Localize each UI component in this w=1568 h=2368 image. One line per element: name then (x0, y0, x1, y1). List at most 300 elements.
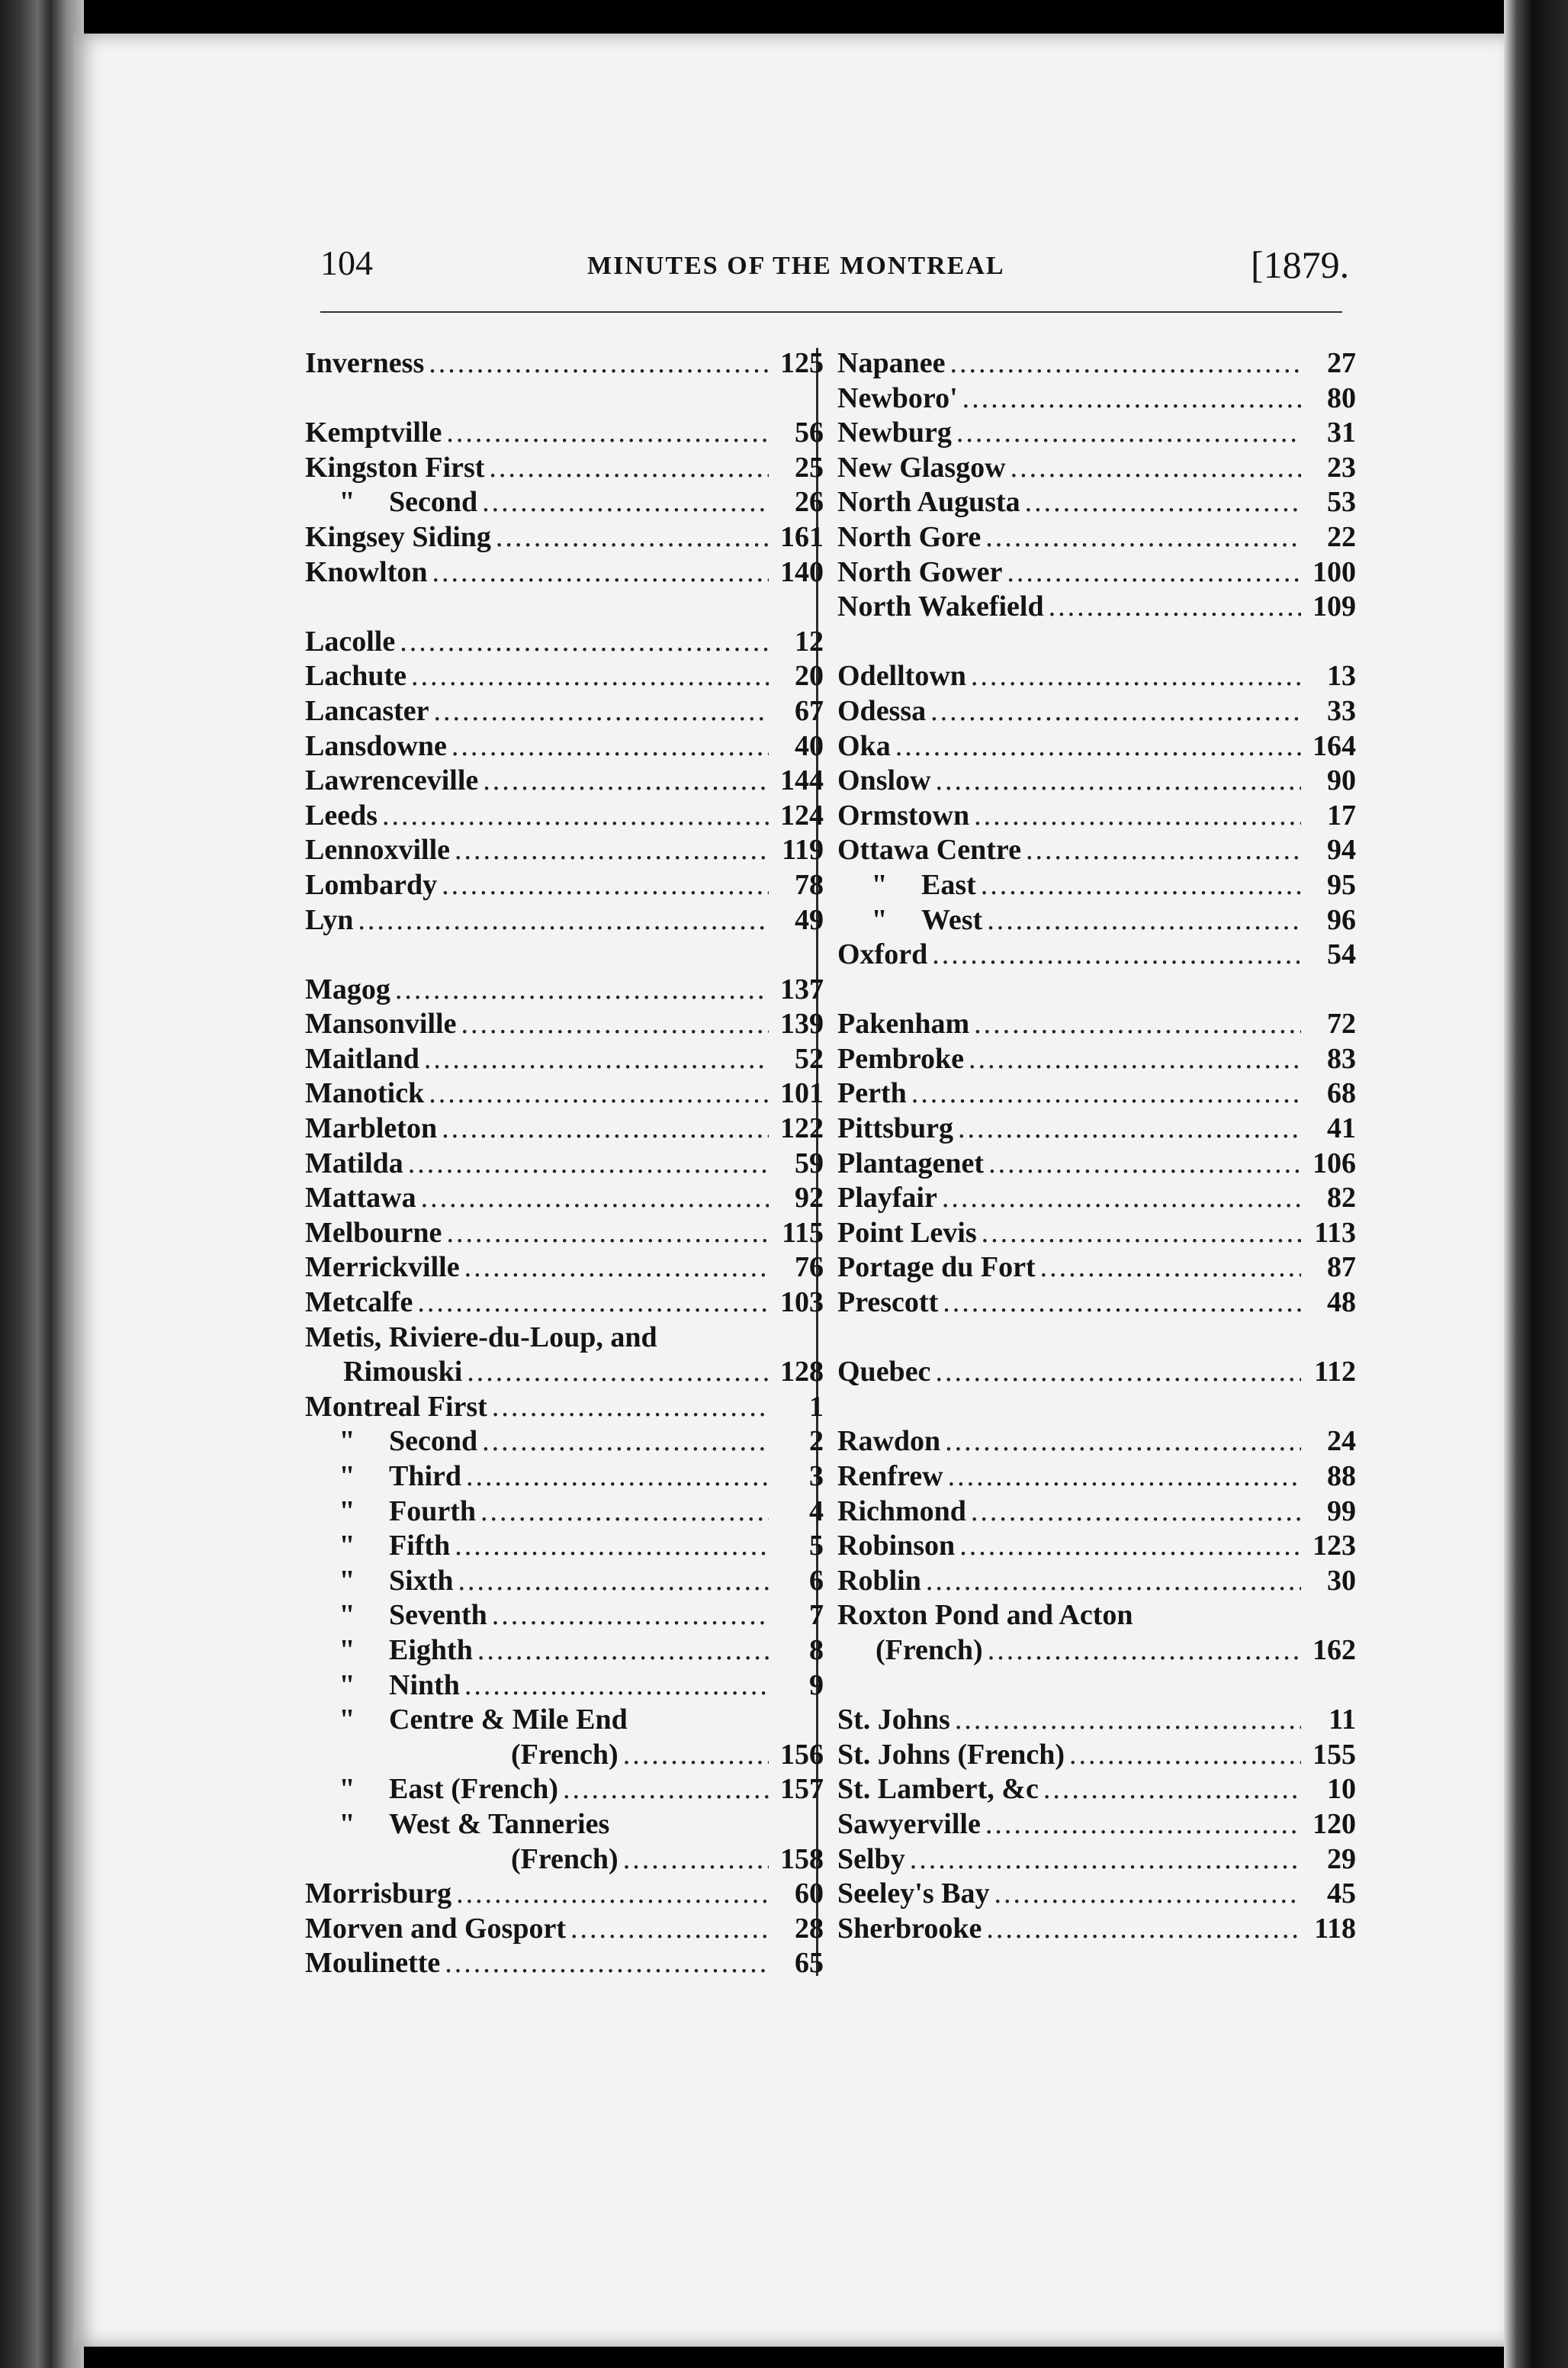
entry-name: Maitland (305, 1042, 419, 1075)
dot-leader (461, 1007, 769, 1042)
entry-name: Lawrenceville (305, 764, 479, 797)
dot-leader (935, 1355, 1301, 1390)
entry-number: 125 (780, 347, 824, 379)
dot-leader (895, 729, 1301, 764)
entry-number: 124 (780, 799, 824, 832)
index-entry (837, 1703, 1356, 1738)
entry-number: 25 (795, 451, 824, 484)
entry-number: 161 (780, 520, 824, 553)
entry-number: 4 (809, 1494, 824, 1527)
index-entry (305, 451, 824, 486)
entry-name: Ottawa Centre (837, 834, 1021, 867)
entry-name: Morven and Gosport (305, 1912, 566, 1945)
entry-name: Lombardy (305, 868, 438, 901)
entry-name: (French) (511, 1842, 619, 1875)
index-entry (305, 1633, 824, 1668)
index-entry (837, 1181, 1356, 1216)
dot-leader (1049, 590, 1301, 625)
entry-number: 106 (1313, 1147, 1356, 1179)
entry-number: 45 (1327, 1877, 1356, 1910)
entry-number: 123 (1313, 1530, 1356, 1562)
entry-number: 68 (1327, 1077, 1356, 1110)
entry-number: 29 (1327, 1842, 1356, 1875)
entry-name: Rimouski (343, 1356, 463, 1388)
section-gap (837, 973, 1356, 1008)
entry-number: 23 (1327, 451, 1356, 484)
entry-name: Fifth (389, 1530, 451, 1562)
index-entry (305, 1877, 824, 1912)
entry-number: 83 (1327, 1042, 1356, 1075)
section-gap (837, 1390, 1356, 1425)
ditto-mark: " (339, 1599, 355, 1632)
dot-leader (985, 520, 1301, 555)
index-entry (837, 659, 1356, 694)
entry-name: Second (389, 1425, 478, 1458)
header-rule (320, 311, 1342, 313)
entry-name: Moulinette (305, 1947, 441, 1980)
entry-name: Mansonville (305, 1008, 457, 1041)
section-gap (837, 625, 1356, 660)
entry-number: 90 (1327, 764, 1356, 797)
index-entry (305, 1772, 824, 1807)
entry-name: Knowlton (305, 555, 428, 588)
dot-leader (982, 1216, 1301, 1251)
entry-name: Sixth (389, 1564, 454, 1597)
entry-number: 115 (782, 1216, 824, 1249)
index-entry (305, 1112, 824, 1147)
entry-number: 40 (795, 729, 824, 762)
entry-number: 76 (795, 1251, 824, 1284)
entry-name: Magog (305, 973, 390, 1005)
dot-leader (464, 1668, 769, 1704)
dot-leader (421, 1181, 769, 1216)
entry-name: North Wakefield (837, 590, 1044, 623)
entry-number: 118 (1314, 1912, 1356, 1945)
entry-number: 92 (795, 1182, 824, 1215)
entry-number: 112 (1314, 1356, 1356, 1388)
dot-leader (1040, 1250, 1301, 1285)
index-entry (305, 1738, 824, 1773)
index-entry (837, 729, 1356, 764)
entry-name: Ninth (389, 1668, 460, 1701)
ditto-mark: " (339, 1564, 355, 1597)
index-entry (837, 1772, 1356, 1807)
index-entry (305, 694, 824, 729)
index-entry (305, 1355, 824, 1390)
entry-name: Montreal First (305, 1390, 487, 1423)
dot-leader (570, 1912, 769, 1947)
entry-number: 31 (1327, 417, 1356, 449)
index-entry (837, 451, 1356, 486)
dot-leader (985, 1807, 1301, 1842)
entry-name: Ormstown (837, 799, 970, 832)
index-entry (305, 520, 824, 555)
entry-number: 11 (1329, 1704, 1356, 1736)
entry-number: 1 (809, 1390, 824, 1423)
entry-number: 12 (795, 625, 824, 658)
ditto-mark: " (871, 868, 888, 901)
entry-number: 67 (795, 694, 824, 727)
entry-number: 87 (1327, 1251, 1356, 1284)
entry-name: Napanee (837, 347, 946, 379)
index-entry (837, 1216, 1356, 1251)
ditto-mark: " (339, 486, 355, 519)
entry-name: Portage du Fort (837, 1251, 1036, 1284)
index-entry (837, 1529, 1356, 1564)
entry-number: 22 (1327, 520, 1356, 553)
ditto-mark: " (339, 1494, 355, 1527)
dot-leader (926, 1564, 1301, 1599)
dot-leader (358, 903, 769, 938)
dot-leader (1025, 485, 1301, 520)
dot-leader (480, 1494, 769, 1530)
index-entry (837, 1112, 1356, 1147)
index-entry (305, 1668, 824, 1704)
index-entry (837, 381, 1356, 417)
index-entry (837, 694, 1356, 729)
entry-name: Third (389, 1460, 462, 1492)
ditto-mark: " (339, 1773, 355, 1806)
book-gutter-edge (0, 0, 84, 2368)
entry-number: 128 (780, 1356, 824, 1388)
ditto-mark: " (339, 1530, 355, 1562)
index-entry (837, 1042, 1356, 1077)
dot-leader (429, 1076, 769, 1112)
entry-name: Mattawa (305, 1182, 416, 1215)
entry-name: Newburg (837, 417, 952, 449)
dot-leader (1011, 451, 1301, 486)
entry-number: 33 (1327, 694, 1356, 727)
entry-number: 41 (1327, 1112, 1356, 1145)
ditto-mark: " (339, 1633, 355, 1666)
entry-name: Pittsburg (837, 1112, 953, 1145)
index-entry (305, 1007, 824, 1042)
entry-number: 158 (780, 1842, 824, 1875)
index-entry (837, 868, 1356, 903)
entry-number: 82 (1327, 1182, 1356, 1215)
dot-leader (400, 625, 769, 660)
entry-number: 24 (1327, 1425, 1356, 1458)
entry-name: Robinson (837, 1530, 956, 1562)
entry-name: St. Lambert, &c (837, 1773, 1039, 1806)
index-entry (837, 416, 1356, 451)
dot-leader (987, 903, 1301, 938)
entry-name: Centre & Mile End (389, 1704, 628, 1736)
entry-name: Point Levis (837, 1216, 977, 1249)
entry-name: Seeley's Bay (837, 1877, 990, 1910)
entry-number: 103 (780, 1286, 824, 1319)
index-entry (305, 1424, 824, 1459)
dot-leader (623, 1842, 769, 1877)
dot-leader (482, 485, 769, 520)
index-entry (305, 346, 824, 381)
index-entry (305, 1807, 824, 1842)
entry-number: 56 (795, 417, 824, 449)
entry-number: 94 (1327, 834, 1356, 867)
index-entry (305, 729, 824, 764)
dot-leader (935, 764, 1301, 799)
index-entry (305, 1494, 824, 1530)
dot-leader (456, 1877, 769, 1912)
dot-leader (1007, 555, 1301, 590)
entry-name: Pakenham (837, 1008, 970, 1041)
entry-name: Fourth (389, 1494, 476, 1527)
dot-leader (467, 1355, 769, 1390)
entry-name: Selby (837, 1842, 905, 1875)
index-entry (837, 1147, 1356, 1182)
entry-name: (French) (876, 1633, 983, 1666)
index-entry (837, 1842, 1356, 1877)
entry-number: 20 (795, 660, 824, 693)
dot-leader (932, 938, 1301, 973)
dot-leader (477, 1633, 769, 1668)
entry-number: 10 (1327, 1773, 1356, 1806)
dot-leader (943, 1285, 1301, 1321)
entry-name: Manotick (305, 1077, 425, 1110)
index-entry (837, 346, 1356, 381)
entry-name: Metcalfe (305, 1286, 413, 1319)
index-entry (305, 799, 824, 834)
ditto-mark: " (339, 1460, 355, 1492)
dot-leader (451, 729, 769, 764)
dot-leader (434, 694, 769, 729)
entry-number: 54 (1327, 938, 1356, 971)
dot-leader (962, 381, 1301, 417)
dot-leader (482, 1424, 769, 1459)
entry-number: 17 (1327, 799, 1356, 832)
entry-name: Kingston First (305, 451, 485, 484)
entry-name: Seventh (389, 1599, 487, 1632)
index-entry (837, 764, 1356, 799)
dot-leader (911, 1076, 1301, 1112)
index-entry (305, 1181, 824, 1216)
entry-number: 144 (780, 764, 824, 797)
dot-leader (955, 1703, 1301, 1738)
entry-number: 53 (1327, 486, 1356, 519)
dot-leader (958, 1112, 1301, 1147)
entry-name: North Gower (837, 555, 1003, 588)
index-entry (837, 485, 1356, 520)
running-head: MINUTES OF THE MONTREAL (587, 252, 1005, 280)
section-gap (305, 938, 824, 973)
dot-leader (458, 1564, 769, 1599)
dot-leader (442, 868, 769, 903)
index-entry (837, 1738, 1356, 1773)
entry-name: Kingsey Siding (305, 520, 491, 553)
index-entry (305, 1598, 824, 1633)
dot-leader (446, 416, 769, 451)
dot-leader (445, 1946, 769, 1981)
entry-number: 140 (780, 555, 824, 588)
index-entry (305, 1459, 824, 1494)
entry-name: West (921, 903, 983, 936)
dot-leader (1026, 833, 1301, 868)
index-entry (837, 833, 1356, 868)
entry-name: Lacolle (305, 625, 396, 658)
entry-name: Lancaster (305, 694, 429, 727)
index-column-left (305, 346, 824, 1981)
entry-name: Lennoxville (305, 834, 451, 867)
entry-name: East (French) (389, 1773, 558, 1806)
entry-number: 120 (1313, 1807, 1356, 1840)
index-entry (837, 1564, 1356, 1599)
dot-leader (395, 973, 769, 1008)
entry-number: 109 (1313, 590, 1356, 623)
index-entry (837, 1007, 1356, 1042)
dot-leader (974, 1007, 1301, 1042)
entry-name: New Glasgow (837, 451, 1006, 484)
index-entry (305, 1250, 824, 1285)
entry-number: 52 (795, 1042, 824, 1075)
dot-leader (492, 1390, 769, 1425)
entry-number: 59 (795, 1147, 824, 1179)
dot-leader (949, 346, 1301, 381)
entry-name: Merrickville (305, 1251, 460, 1284)
dot-leader (986, 1912, 1301, 1947)
dot-leader (489, 451, 769, 486)
entry-number: 155 (1313, 1738, 1356, 1771)
entry-name: St. Johns (837, 1704, 950, 1736)
index-entry (305, 555, 824, 590)
entry-number: 6 (809, 1564, 824, 1597)
dot-leader (563, 1772, 769, 1807)
entry-name: Perth (837, 1077, 907, 1110)
entry-name: St. Johns (French) (837, 1738, 1065, 1771)
ditto-mark: " (339, 1704, 355, 1736)
year-marker: [1879. (1251, 243, 1350, 286)
ditto-mark: " (339, 1807, 355, 1840)
index-entry (305, 1042, 824, 1077)
entry-number: 162 (1313, 1633, 1356, 1666)
index-entry (837, 1424, 1356, 1459)
entry-number: 139 (780, 1008, 824, 1041)
dot-leader (483, 764, 769, 799)
index-entry (305, 1842, 824, 1877)
dot-leader (382, 799, 769, 834)
index-entry (305, 1076, 824, 1112)
index-entry (837, 520, 1356, 555)
entry-name: Lyn (305, 903, 354, 936)
entry-name: North Gore (837, 520, 982, 553)
index-entry (305, 485, 824, 520)
dot-leader (981, 868, 1301, 903)
section-gap (305, 590, 824, 625)
entry-number: 9 (809, 1668, 824, 1701)
index-entry (305, 1703, 824, 1738)
dot-leader (496, 520, 769, 555)
entry-number: 95 (1327, 868, 1356, 901)
entry-name: East (921, 868, 976, 901)
index-entry (305, 1321, 824, 1356)
entry-number: 156 (780, 1738, 824, 1771)
entry-name: Second (389, 486, 478, 519)
entry-number: 49 (795, 903, 824, 936)
index-entry (305, 1147, 824, 1182)
dot-leader (446, 1216, 769, 1251)
index-entry (305, 416, 824, 451)
dot-leader (442, 1112, 769, 1147)
index-entry (837, 1076, 1356, 1112)
dot-leader (1043, 1772, 1301, 1807)
entry-number: 2 (809, 1425, 824, 1458)
entry-name: Lansdowne (305, 729, 447, 762)
entry-name: Sawyerville (837, 1807, 981, 1840)
entry-name: Playfair (837, 1182, 937, 1215)
dot-leader (910, 1842, 1301, 1877)
ditto-mark: " (871, 903, 888, 936)
entry-number: 27 (1327, 347, 1356, 379)
entry-number: 65 (795, 1947, 824, 1980)
entry-number: 8 (809, 1633, 824, 1666)
entry-number: 99 (1327, 1494, 1356, 1527)
index-entry (837, 1494, 1356, 1530)
index-entry (837, 1633, 1356, 1668)
index-entry (305, 764, 824, 799)
entry-name: (French) (511, 1738, 619, 1771)
index-entry (837, 590, 1356, 625)
entry-number: 137 (780, 973, 824, 1005)
section-gap (305, 381, 824, 417)
index-entry (305, 1216, 824, 1251)
entry-name: Inverness (305, 347, 425, 379)
index-entry (837, 1912, 1356, 1947)
dot-leader (429, 346, 769, 381)
dot-leader (969, 1042, 1301, 1077)
index-entry (305, 1912, 824, 1947)
entry-name: Roxton Pond and Acton (837, 1599, 1133, 1632)
index-entry (837, 1598, 1356, 1633)
dot-leader (424, 1042, 769, 1077)
dot-leader (959, 1529, 1301, 1564)
entry-name: Odessa (837, 694, 927, 727)
dot-leader (971, 659, 1301, 694)
entry-number: 101 (780, 1077, 824, 1110)
entry-name: Eighth (389, 1633, 473, 1666)
entry-number: 5 (809, 1530, 824, 1562)
entry-number: 100 (1313, 555, 1356, 588)
entry-name: Lachute (305, 660, 406, 693)
entry-name: Metis, Riviere-du-Loup, and (305, 1321, 657, 1353)
entry-number: 113 (1314, 1216, 1356, 1249)
entry-name: Odelltown (837, 660, 966, 693)
ditto-mark: " (339, 1425, 355, 1458)
dot-leader (945, 1424, 1301, 1459)
page-number: 104 (320, 243, 373, 282)
index-entry (837, 1355, 1356, 1390)
entry-number: 3 (809, 1460, 824, 1492)
index-entry (305, 903, 824, 938)
entry-name: Marbleton (305, 1112, 438, 1145)
section-gap (837, 1668, 1356, 1704)
index-column-right (837, 346, 1356, 1946)
entry-name: Rawdon (837, 1425, 941, 1458)
entry-name: Matilda (305, 1147, 403, 1179)
entry-number: 26 (795, 486, 824, 519)
index-entry (305, 868, 824, 903)
entry-number: 80 (1327, 381, 1356, 414)
dot-leader (455, 833, 769, 868)
entry-name: Oka (837, 729, 891, 762)
dot-leader (492, 1598, 769, 1633)
index-entry (837, 1250, 1356, 1285)
ditto-mark: " (339, 1668, 355, 1701)
dot-leader (455, 1529, 769, 1564)
entry-number: 96 (1327, 903, 1356, 936)
entry-name: Plantagenet (837, 1147, 985, 1179)
entry-name: Prescott (837, 1286, 939, 1319)
entry-name: Melbourne (305, 1216, 442, 1249)
entry-number: 60 (795, 1877, 824, 1910)
